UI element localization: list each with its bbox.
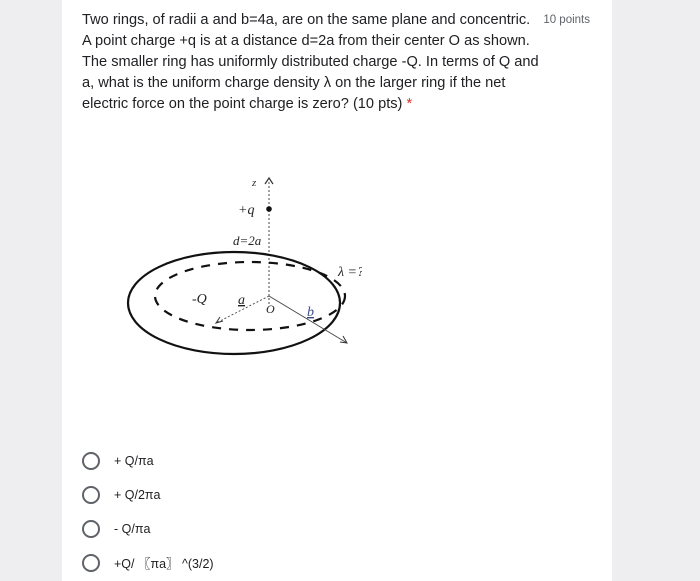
option-1[interactable]: [82, 444, 214, 478]
outer-ring: [128, 252, 340, 354]
radio-button-icon[interactable]: [82, 452, 100, 470]
option-label: + Q/πa: [114, 454, 154, 468]
inner-charge-label: -Q: [192, 292, 207, 307]
question-text: Two rings, of radii a and b=4a, are on the same plane and concentric. A point charge +q is at a distance d=2a from their center O as shown. The smaller ring has uniformly distributed charge -Q. In terms of Q and a, what is the uniform charge density λ on the larger ring if the net electric force on the point charge is zero? (10 pts): [82, 12, 539, 112]
answer-options: [82, 444, 214, 580]
rings-diagram: [92, 168, 362, 368]
question-card: [62, 0, 612, 581]
z-axis-label: z: [252, 177, 257, 189]
lambda-label: λ =?: [337, 265, 362, 280]
option-2[interactable]: [82, 478, 214, 512]
option-4[interactable]: [82, 546, 214, 580]
option-3[interactable]: [82, 512, 214, 546]
radio-button-icon[interactable]: [82, 520, 100, 538]
required-asterisk: *: [406, 96, 413, 112]
radio-button-icon[interactable]: [82, 486, 100, 504]
outer-radius-label: b: [307, 305, 314, 320]
points-label: 10 points: [543, 14, 590, 26]
question-figure: [92, 168, 362, 373]
inner-radius-label: a: [238, 293, 245, 308]
option-label: - Q/πa: [114, 522, 151, 536]
radio-button-icon[interactable]: [82, 554, 100, 572]
center-label: O: [266, 302, 275, 316]
distance-label: d=2a: [233, 233, 262, 248]
option-label: + Q/2πa: [114, 488, 161, 502]
option-label: +Q/ 〖πa〗 ^(3/2): [114, 557, 214, 571]
question-text-block: [82, 10, 542, 115]
charge-label: +q: [238, 203, 255, 218]
point-charge-dot: [266, 206, 272, 212]
